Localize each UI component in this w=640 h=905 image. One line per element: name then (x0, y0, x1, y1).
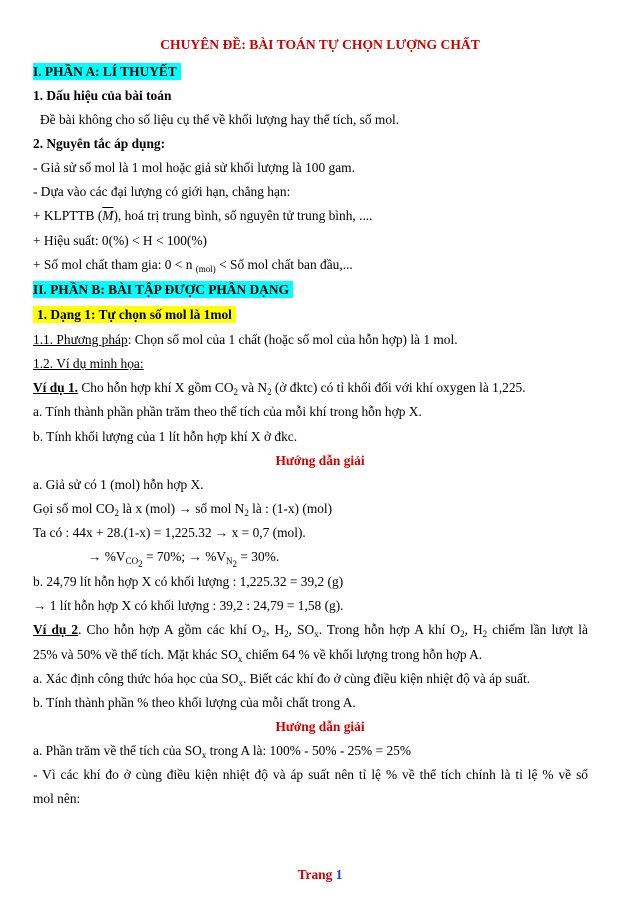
solution-2-c: là : (1-x) (mol) (248, 501, 333, 516)
sub-x: x (201, 750, 207, 760)
example-2-label: Ví dụ 2 (33, 622, 79, 637)
method-label: 1.1. Phương pháp (33, 332, 128, 347)
part-a-heading (33, 63, 181, 81)
dang-1-heading (33, 306, 236, 324)
sub-2: 2 (244, 508, 249, 518)
examples-heading: 1.2. Ví dụ minh họa: (33, 356, 144, 371)
sub-2: 2 (138, 559, 143, 569)
example-2-statement-2 (33, 646, 482, 664)
example-2-question-a (33, 670, 530, 688)
sub-2: 2 (261, 629, 267, 639)
sub-2: 2 (114, 508, 119, 518)
example-1-solution-4 (88, 548, 280, 569)
bullet-2: - Dựa vào các đại lượng có giới hạn, chẳng hạn: (33, 184, 291, 199)
method-line (33, 331, 458, 349)
sub-co2-text: CO (125, 556, 139, 566)
example-1-text-3: (ở đktc) có tỉ khối đối với khí oxygen là 1,225. (271, 380, 526, 395)
guide-1-b: trong A là: 100% - 50% - 25% = 25% (206, 743, 411, 758)
sub-n2-text: N (226, 556, 233, 566)
bullet-3-post: ), hoá trị trung bình, số nguyên tử trung bình, .... (113, 208, 373, 223)
example-1-solution-5: b. 24,79 lít hỗn hợp X có khối lượng : 1,225.32 = 39,2 (g) (33, 574, 344, 589)
guide-1-a: a. Phần trăm về thể tích của SO (33, 743, 202, 758)
example-2-text-1: . Cho hỗn hợp A gồm các khí O (78, 622, 262, 637)
example-2-text-5: , H (464, 622, 483, 637)
example-1-label: Ví dụ 1. (33, 380, 79, 395)
part-b-heading (33, 281, 293, 299)
sub-2: 2 (233, 387, 239, 397)
example-1-solution-1: a. Giả sử có 1 (mol) hỗn hợp X. (33, 477, 204, 492)
bullet-1: - Giả sử số mol là 1 mol hoặc giả sử khối lượng là 100 gam. (33, 160, 355, 175)
bullet-3 (33, 207, 373, 225)
example-1-solution-6: → 1 lít hỗn hợp X có khối lượng : 39,2 : 24,79 = 1,58 (g). (33, 598, 344, 613)
method-text: : Chọn số mol của 1 chất (hoặc số mol của hỗn hợp) là 1 mol. (127, 332, 458, 347)
solution-2-b: là x (mol) → số mol N (118, 501, 245, 516)
bullet-5-pre: + Số mol chất tham gia: 0 < n (33, 257, 196, 272)
example-1-guide-heading: Hướng dẫn giải (275, 453, 365, 468)
example-2-solution-1 (33, 742, 411, 760)
solution-4-a: → %V (88, 549, 126, 564)
solution-4-c: = 30%. (237, 549, 280, 564)
example-2-text-3: , SO (288, 622, 315, 637)
question-a-1: a. Xác định công thức hóa học của SO (33, 671, 239, 686)
example-2-question-b: b. Tính thành phần % theo khối lượng của mỗi chất trong A. (33, 695, 356, 710)
sub-2: 2 (284, 629, 289, 639)
section-1-heading: 1. Dấu hiệu của bài toán (33, 88, 172, 103)
example-1-solution-2 (33, 500, 332, 518)
statement-2-a: 25% và 50% về thể tích. Mặt khác SO (33, 647, 238, 662)
section-2-heading: 2. Nguyên tắc áp dụng: (33, 136, 166, 151)
footer-label: Trang (297, 867, 336, 882)
example-2-text-4: . Trong hỗn hợp A khí O (318, 622, 461, 637)
example-2-statement (33, 621, 588, 639)
example-2-text-2: , H (266, 622, 285, 637)
example-2-guide-heading: Hướng dẫn giải (275, 719, 365, 734)
example-1-statement (33, 379, 526, 397)
page-number: 1 (335, 867, 343, 882)
document-title: CHUYÊN ĐỀ: BÀI TOÁN TỰ CHỌN LƯỢNG CHẤT (160, 37, 480, 52)
page-footer (0, 866, 640, 884)
example-2-text-6: chiếm lần lượt là (487, 622, 588, 637)
bullet-3-symbol: $\overline{M}$ (102, 208, 114, 223)
part-b-heading-text: II. PHẦN B: BÀI TẬP ĐƯỢC PHÂN DẠNG (33, 281, 293, 298)
example-2-solution-3: mol nên: (33, 791, 81, 806)
example-1-question-a: a. Tính thành phần phần trăm theo thể tích của mỗi khí trong hỗn hợp X. (33, 404, 422, 419)
bullet-5 (33, 256, 353, 274)
sub-x: x (237, 654, 243, 664)
example-1-solution-3: Ta có : 44x + 28.(1-x) = 1,225.32 → x = 0,7 (mol). (33, 525, 306, 540)
sub-x: x (314, 629, 319, 639)
question-a-2: . Biết các khí đo ở cùng điều kiện nhiệt độ và áp suất. (242, 671, 531, 686)
bullet-4: + Hiệu suất: 0(%) < H < 100(%) (33, 233, 208, 248)
example-1-text-1: Cho hỗn hợp khí X gồm CO (78, 380, 234, 395)
sub-2: 2 (232, 559, 238, 569)
sub-2: 2 (460, 629, 465, 639)
sub-2: 2 (482, 629, 488, 639)
bullet-5-post: < Số mol chất ban đầu,... (215, 257, 353, 272)
dang-1-heading-text: 1. Dạng 1: Tự chọn số mol là 1mol (33, 306, 236, 323)
sub-x: x (238, 678, 243, 688)
bullet-3-pre: + KLPTTB ( (33, 208, 103, 223)
part-a-heading-text: I. PHẦN A: LÍ THUYẾT (33, 63, 181, 80)
example-1-question-b: b. Tính khối lượng của 1 lít hỗn hợp khí X ở đkc. (33, 429, 298, 444)
sub-2: 2 (267, 387, 272, 397)
statement-2-b: chiếm 64 % về khối lượng trong hỗn hợp A. (242, 647, 483, 662)
solution-2-a: Gọi số mol CO (33, 501, 115, 516)
bullet-5-sub: (mol) (195, 264, 216, 274)
sub-n2 (226, 556, 238, 569)
solution-4-b: = 70%; → %V (142, 549, 227, 564)
example-1-text-2: và N (238, 380, 268, 395)
example-2-solution-2: - Vì các khí đo ở cùng điều kiện nhiệt độ và áp suất nên tỉ lệ % về thể tích chính là tỉ lệ % về số (33, 767, 588, 782)
section-1-text: Đề bài không cho số liệu cụ thể về khối lượng hay thể tích, số mol. (40, 112, 400, 127)
sub-co2 (125, 556, 143, 569)
